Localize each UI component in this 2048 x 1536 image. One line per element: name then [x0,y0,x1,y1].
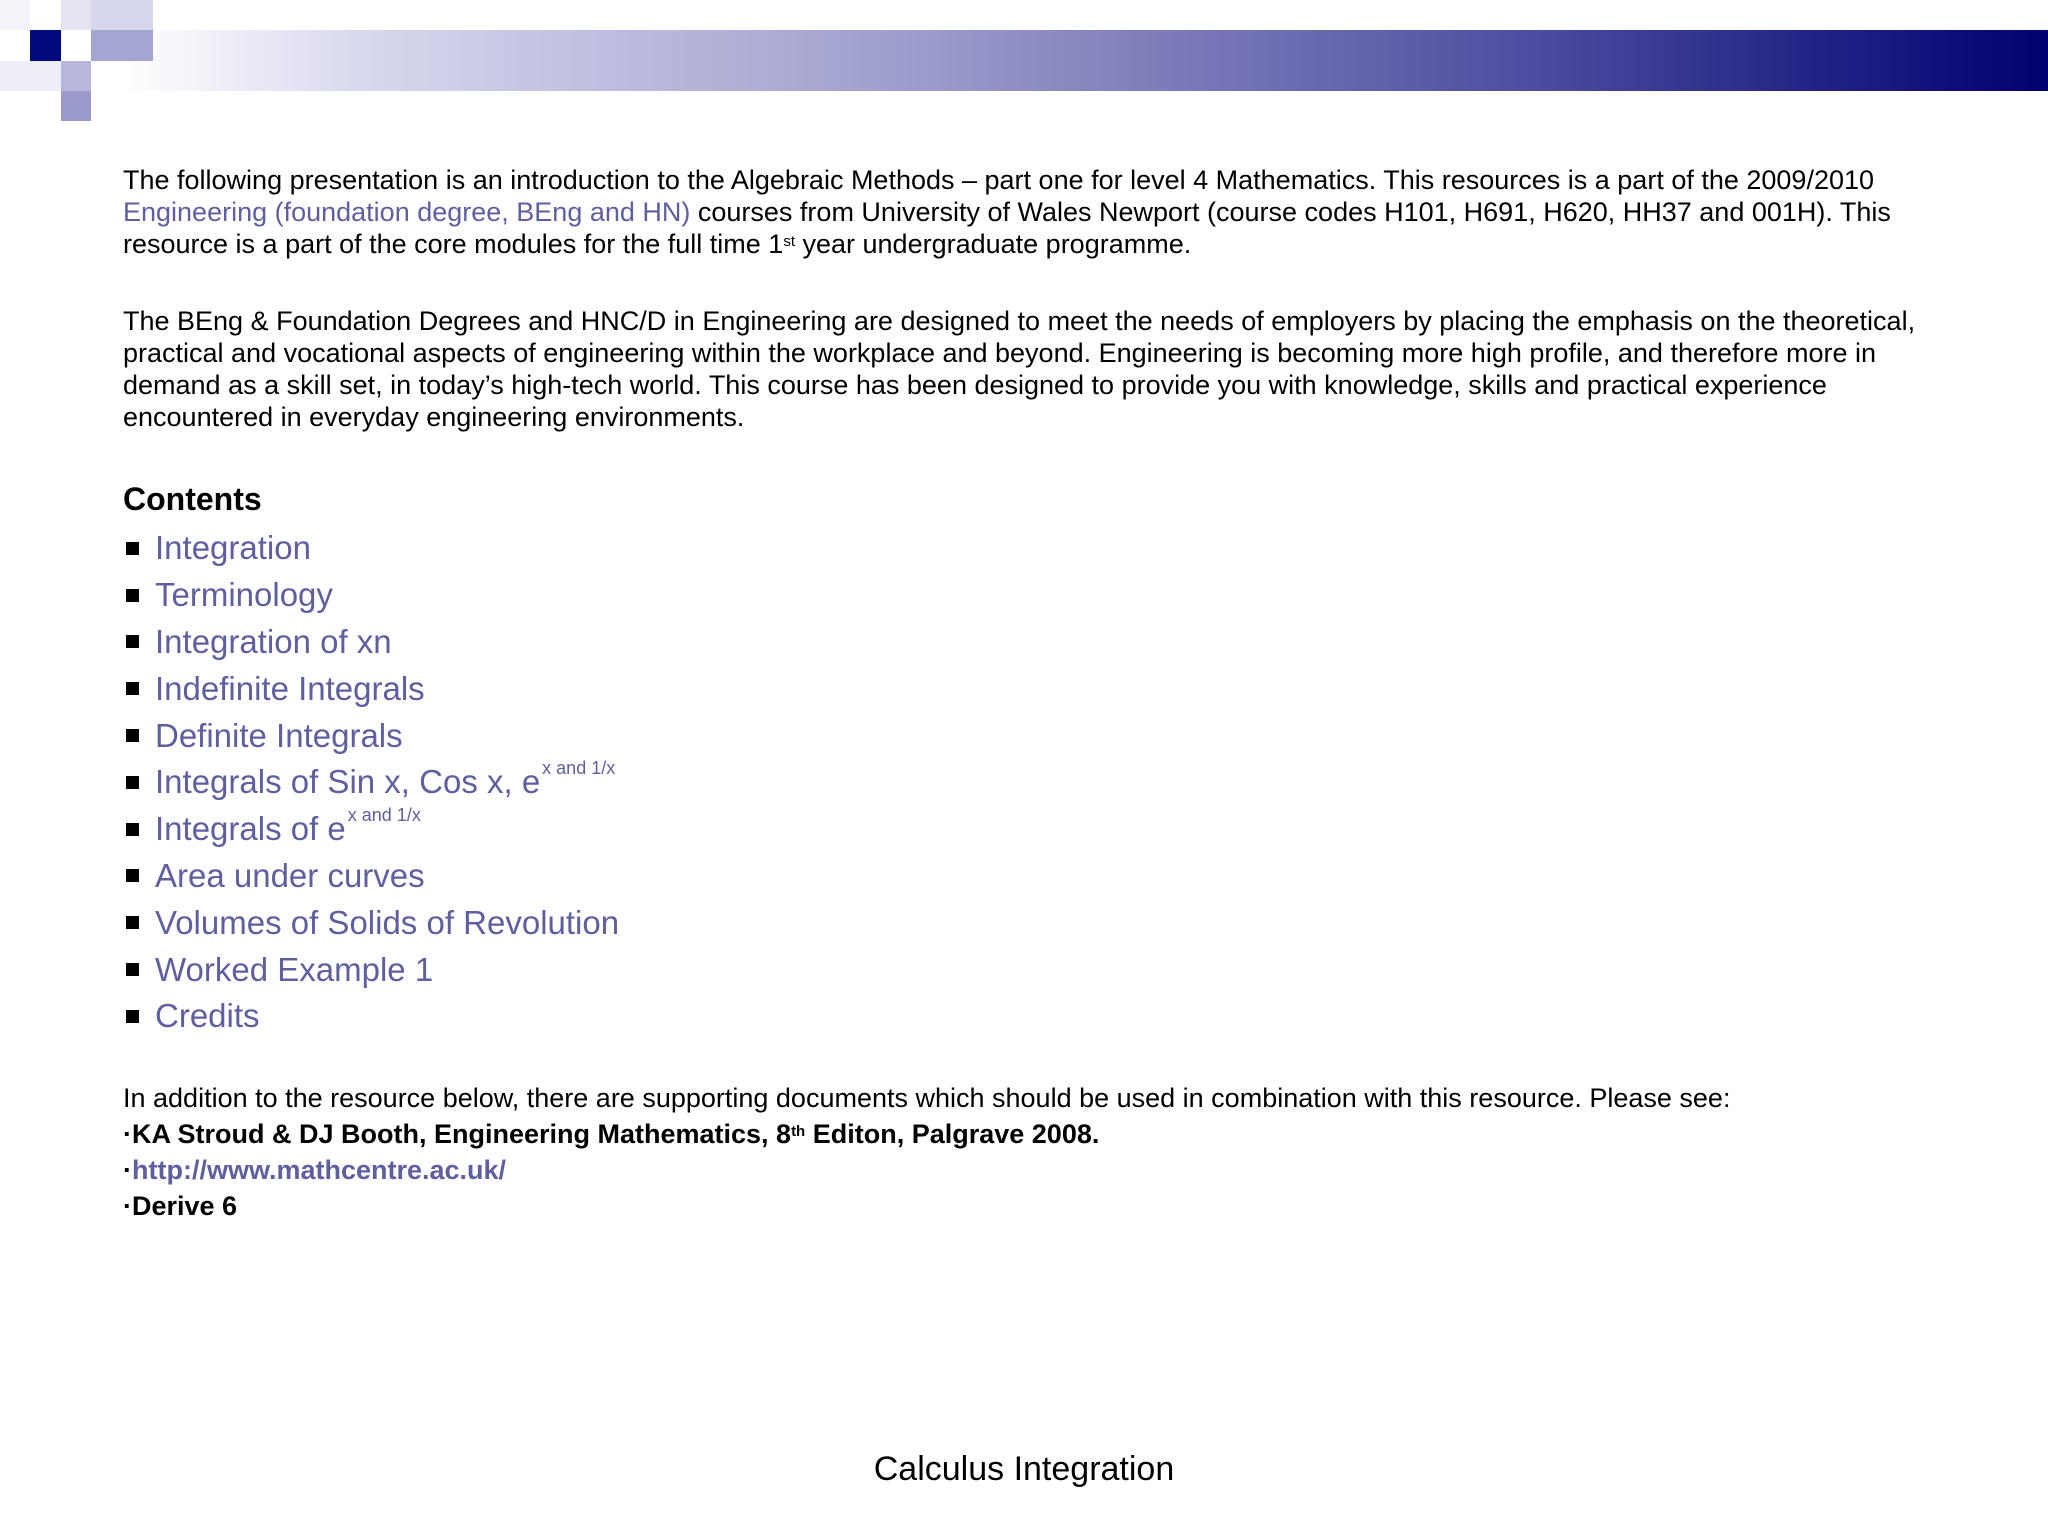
header-gradient-band [0,30,2048,91]
contents-item[interactable] [123,806,1923,853]
contents-item[interactable] [123,665,1923,712]
square-bullet-icon [126,635,139,648]
square-bullet-icon [126,682,139,695]
reference-derive: ·Derive 6 [123,1190,238,1221]
contents-list [123,525,1923,1040]
contents-item-link[interactable]: Volumes of Solids of Revolution [155,903,620,941]
contents-item[interactable] [123,525,1923,572]
decor-square-dark [30,30,61,61]
intro-text: year undergraduate programme. [795,229,1192,259]
bullet-dot: · [123,1154,132,1185]
square-bullet-icon [126,916,139,929]
contents-item-link[interactable]: Definite Integrals [155,716,403,754]
decor-square [61,0,91,30]
square-bullet-icon [126,589,139,602]
decor-square [61,61,91,91]
contents-item-link[interactable]: Integration [155,529,311,567]
reference-text: ·KA Stroud & DJ Booth, Engineering Mathematics, 8 [123,1118,792,1149]
reference-text: Editon, Palgrave 2008. [805,1118,1100,1149]
contents-item[interactable] [123,759,1923,806]
reference-mathcentre [123,1152,1923,1188]
decor-square [91,30,153,61]
square-bullet-icon [126,1010,139,1023]
mathcentre-link[interactable]: http://www.mathcentre.ac.uk/ [132,1154,507,1185]
intro-paragraph-2: The BEng & Foundation Degrees and HNC/D in Engineering are designed to meet the needs of employers by placing the emphasis on the theoretical, practical and vocational aspects of engineering within the workplace and beyond. Engineering is becoming more high profile, and therefore more in demand as a skill set, in today’s high-tech world. This course has been designed to provide you with knowledge, skills and practical experience encountered in everyday engineering environments. [123,306,1916,432]
reference-list [123,1116,1923,1224]
contents-item-superscript: x and 1/x [542,757,616,778]
superscript: st [783,233,795,250]
decor-square [0,61,61,91]
contents-item[interactable] [123,619,1923,666]
decor-square [61,91,91,121]
square-bullet-icon [126,542,139,555]
engineering-courses-link[interactable]: Engineering (foundation degree, BEng and HN) [123,197,691,227]
square-bullet-icon [126,729,139,742]
contents-item-link[interactable]: Integration of xn [155,622,392,660]
slide-content [123,164,1923,1224]
contents-item-link[interactable]: Indefinite Integrals [155,669,425,707]
square-bullet-icon [126,869,139,882]
contents-item-link[interactable]: Credits [155,997,260,1035]
superscript: th [791,1122,806,1140]
contents-item[interactable] [123,712,1923,759]
square-bullet-icon [126,963,139,976]
contents-item-link[interactable]: Integrals of e [155,810,346,848]
contents-item-link[interactable]: Terminology [155,576,333,614]
contents-item-link[interactable]: Area under curves [155,856,425,894]
decor-square [91,0,153,30]
contents-item-superscript: x and 1/x [347,804,421,825]
footer-title: Calculus Integration [873,1450,1175,1488]
intro-paragraph-1 [123,164,1923,260]
decor-square [0,0,30,30]
contents-item[interactable] [123,853,1923,900]
contents-item[interactable] [123,572,1923,619]
contents-item-link[interactable]: Integrals of Sin x, Cos x, e [155,763,541,801]
intro-text: The following presentation is an introduction to the Algebraic Methods – part one for level 4 Mathematics. This resources is a part of the 2009/2010 [123,165,1875,195]
reference-stroud-booth [123,1116,1923,1152]
contents-item[interactable] [123,899,1923,946]
addition-text: In addition to the resource below, there are supporting documents which should be used in combination with this resource. Please see: [123,1082,1731,1113]
square-bullet-icon [126,823,139,836]
square-bullet-icon [126,776,139,789]
contents-item[interactable] [123,993,1923,1040]
contents-heading: Contents [123,481,262,517]
contents-item[interactable] [123,946,1923,993]
contents-item-link[interactable]: Worked Example 1 [155,950,434,988]
intro-text: courses from University of Wales Newport (course codes H101, H691, H620, HH37 and 001H). This resource is a part of the core modules for the full time 1 [123,197,1891,259]
